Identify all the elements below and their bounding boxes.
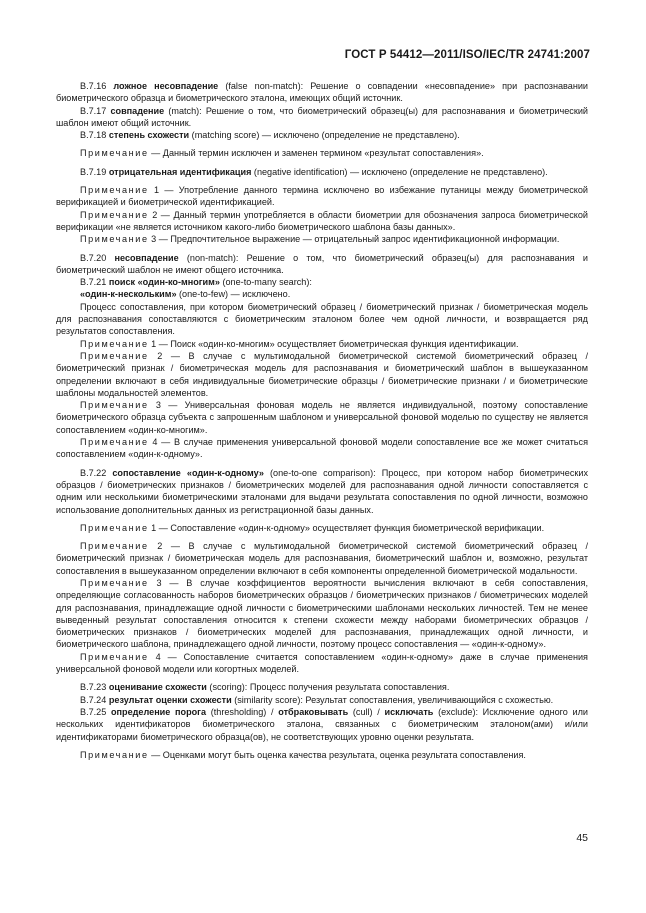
page-number: 45 [576, 832, 588, 844]
clause-b7-17: B.7.17 совпадение (match): Решение о том, что биометрический образец(ы) для распознавания и биометрический шаблон имеют общий источник. [56, 105, 588, 128]
clause-b7-20: B.7.20 несовпадение (non-match): Решение о том, что биометрический образец(ы) для распознавания и биометрический шаблон не имеют общего источника. [56, 252, 588, 275]
clause-b7-24: B.7.24 результат оценки схожести (similarity score): Результат сопоставления, увеличивающийся с схожестью. [80, 694, 554, 705]
document-body [56, 80, 588, 761]
clause-b7-21: B.7.21 поиск «один-ко-многим» (one-to-many search): [80, 277, 312, 288]
note: Примечание 4 — В случае применения универсальной фоновой модели сопоставление все же может считаться сопоставлением «один-к-одному». [56, 437, 588, 460]
document-header: ГОСТ Р 54412—2011/ISO/IEC/TR 24741:2007 [344, 49, 590, 61]
clause-b7-21-synonym: «один-к-нескольким» (one-to-few) — исключено. [80, 289, 291, 300]
definition-text: Процесс сопоставления, при котором биометрический образец / биометрический признак / биометрическая модель для распознавания сопоставляются с биометрическим эталоном более чем одной личности, и возвращается ряд результатов сопоставления. [56, 301, 588, 337]
clause-b7-19: B.7.19 отрицательная идентификация (negative identification) — исключено (определение не представлено). [80, 166, 548, 177]
clause-b7-23: B.7.23 оценивание схожести (scoring): Процесс получения результата сопоставления. [80, 682, 450, 693]
clause-b7-22: B.7.22 сопоставление «один-к-одному» (one-to-one comparison): Процесс, при котором набор биометрических образцов / биометрических признаков / биометрических моделей для распознавания одной личности сопоставляется с одним или несколькими биометрическими эталонами для выдачи результата сопоставления по одной личности, возможно использование дополнительных данных из регистрационной базы данных. [56, 467, 589, 515]
note: Примечание 3 — В случае коэффициентов вероятности вычисления включают в себя сопоставления, определяющие согласованность наборов биометрических образцов / биометрических признаков / биометрических моделей для распознавания, принадлежащие одной личности с биометрическими шаблонами нескольких личностей. Тем не менее выведенный результат сопоставления относится к степени схожести между наборами биометрических образцов / биометрических признаков / биометрических моделей для распознавания, принадлежащих одной личности, и биометрического шаблона, принадлежащего одной личности, поэтому процесс сопоставления — «один-к-одному». [56, 577, 588, 650]
note: Примечание 2 — В случае с мультимодальной биометрической системой биометрический образец / биометрический признак / биометрическая модель для распознавания и биометрический шаблон в вышеуказанном определении включают в себя индивидуальные биометрические образцы / биометрические признаки / и биометрические шаблоны модальностей элементов. [56, 350, 588, 398]
note: Примечание 1 — Поиск «один-ко-многим» осуществляет биометрическая функция идентификации. [80, 338, 519, 349]
clause-b7-16: B.7.16 ложное несовпадение (false non-match): Решение о совпадении «несовпадение» при распознавании биометрического образца и биометрического эталона, имеющих общий источник. [56, 81, 588, 104]
note: Примечание 4 — Сопоставление считается сопоставлением «один-к-одному» даже в случае применения универсальной фоновой модели или когортных моделей. [56, 651, 588, 675]
clause-b7-18: B.7.18 степень схожести (matching score) — исключено (определение не представлено). [80, 130, 460, 141]
note: Примечание 2 — Данный термин употребляется в области биометрии для обозначения запроса биометрической верификации «не является источником какого-либо биометрического шаблона базы данных». [56, 209, 588, 232]
note: Примечание 1 — Употребление данного термина исключено во избежание путаницы между биометрической верификацией и биометрической идентификацией. [56, 185, 588, 208]
note: Примечание 1 — Сопоставление «один-к-одному» осуществляет функция биометрической верификации. [80, 522, 545, 533]
note: Примечание — Оценками могут быть оценка качества результата, оценка результата сопоставления. [80, 749, 526, 760]
note: Примечание 3 — Универсальная фоновая модель не является индивидуальной, поэтому сопоставление биометрического образца субъекта с запрошенным шаблоном и универсальной фоновой моделью по существу не является сопоставлением «один-ко-многим». [56, 400, 588, 435]
note: Примечание 2 — В случае с мультимодальной биометрической системой биометрический образец / биометрический признак / биометрическая модель для распознавания, биометрический шаблон и, возможно, результат сопоставления в вышеуказанном определении включают в себя компоненты определенной биометрической модальности. [56, 541, 588, 576]
note: Примечание — Данный термин исключен и заменен термином «результат сопоставления». [80, 148, 484, 159]
note: Примечание 3 — Предпочтительное выражение — отрицательный запрос идентификационной информации. [80, 234, 560, 245]
clause-b7-25: B.7.25 определение порога (thresholding) / отбраковывать (cull) / исключать (exclude): Исключение одного или нескольких идентификаторов биометрического эталона, связанных с биометрическим эталоном(ами) и/или идентификаторами биометрического образца(ов), не соответствующих уровню оценки результата. [56, 706, 588, 742]
